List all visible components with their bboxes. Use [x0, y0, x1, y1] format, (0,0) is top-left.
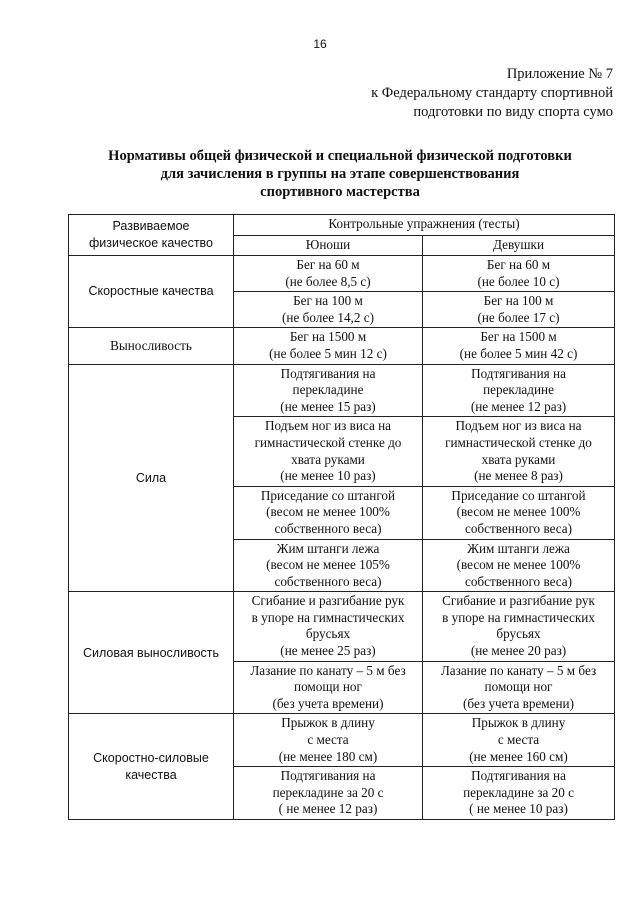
test-line: (без учета времени): [463, 695, 574, 711]
test-line: Бег на 1500 м: [289, 329, 367, 345]
test-line: Жим штанги лежа: [276, 540, 380, 556]
test-line: перекладине за 20 с: [463, 784, 574, 800]
test-line: собственного веса): [464, 573, 573, 589]
test-line: (не более 5 мин 42 с): [459, 345, 578, 361]
test-line: Подтягивания на: [280, 768, 376, 784]
quality-line: Сила: [135, 470, 167, 485]
test-line: (не менее 20 раз): [470, 643, 567, 659]
quality-line: качества: [125, 767, 177, 782]
test-line: (не более 14,2 с): [282, 309, 374, 325]
header-quality-line: физическое качество: [89, 236, 213, 250]
boys-test-cell: [234, 256, 423, 292]
boys-test-cell: [234, 292, 423, 328]
test-line: Лазание по канату – 5 м без: [250, 662, 406, 678]
test-line: ( не менее 10 раз): [469, 801, 568, 817]
test-line: собственного веса): [464, 520, 573, 536]
girls-test-cell: [423, 292, 615, 328]
girls-test-cell: [423, 661, 615, 714]
girls-test-cell: [423, 256, 615, 292]
quality-cell: [69, 714, 234, 820]
test-line: (не менее 15 раз): [280, 398, 376, 414]
quality-line: Скоростно-силовые: [93, 751, 209, 766]
test-line: Бег на 100 м: [293, 293, 363, 309]
test-line: Жим штанги лежа: [467, 540, 570, 556]
test-line: помощи ног: [294, 679, 362, 695]
girls-test-cell: [423, 417, 615, 486]
test-line: (не менее 10 раз): [280, 468, 376, 484]
test-line: Бег на 60 м: [296, 257, 360, 272]
test-line: (не менее 25 раз): [280, 643, 376, 659]
title-line: для зачисления в группы на этапе совершенствования: [160, 166, 520, 182]
quality-cell: [69, 364, 234, 592]
test-line: Бег на 100 м: [483, 293, 554, 309]
test-line: в упоре на гимнастических: [251, 609, 405, 625]
boys-test-cell: [234, 539, 423, 592]
test-line: гимнастической стенке до: [254, 434, 402, 450]
girls-test-cell: [423, 714, 615, 767]
test-line: (не менее 180 см): [278, 748, 378, 764]
test-line: в упоре на гимнастических: [442, 609, 595, 625]
boys-test-cell: [234, 486, 423, 539]
appendix-line: к Федеральному стандарту спортивной: [371, 85, 613, 101]
table-header-row: [69, 215, 615, 236]
test-line: Приседание со штангой: [260, 487, 396, 503]
test-line: Сгибание и разгибание рук: [251, 593, 405, 609]
test-line: брусьях: [305, 626, 351, 642]
test-line: брусьях: [496, 626, 541, 642]
test-line: Подтягивания на: [471, 768, 566, 784]
test-line: ( не менее 12 раз): [278, 801, 378, 817]
test-line: (не более 8,5 с): [285, 273, 371, 289]
quality-cell: [69, 592, 234, 714]
test-line: (весом не менее 100%: [266, 504, 390, 520]
test-line: (не менее 12 раз): [470, 398, 567, 414]
quality-cell: [69, 328, 234, 364]
quality-cell: [69, 256, 234, 328]
test-line: с места: [497, 732, 540, 748]
girls-test-cell: [423, 364, 615, 417]
test-line: Сгибание и разгибание рук: [442, 593, 595, 609]
test-line: Бег на 60 м: [486, 257, 551, 272]
test-line: Приседание со штангой: [451, 487, 586, 503]
test-line: (весом не менее 100%: [456, 557, 581, 573]
table-row: [69, 714, 615, 767]
document-title: [70, 147, 610, 201]
test-line: помощи ног: [484, 679, 553, 695]
test-line: Лазание по канату – 5 м без: [440, 662, 597, 678]
test-line: (весом не менее 100%: [456, 504, 581, 520]
boys-test-cell: [234, 592, 423, 661]
boys-test-cell: [234, 417, 423, 486]
girls-test-cell: [423, 767, 615, 820]
header-girls-cell: Девушки: [423, 235, 615, 256]
quality-line: Выносливость: [110, 337, 192, 353]
appendix-line: подготовки по виду спорта сумо: [413, 104, 613, 120]
test-line: (не менее 160 см): [469, 748, 568, 764]
header-quality-line: Развиваемое: [112, 219, 190, 234]
test-line: с места: [307, 732, 349, 748]
test-line: (не менее 8 раз): [474, 468, 563, 484]
test-line: перекладине за 20 с: [272, 784, 384, 800]
girls-test-cell: [423, 539, 615, 592]
test-line: Бег на 1500 м: [480, 329, 557, 345]
test-line: перекладине: [483, 382, 554, 398]
test-line: (весом не менее 105%: [266, 557, 390, 573]
appendix-header: [371, 65, 613, 122]
table-row: [69, 256, 615, 292]
table-row: [69, 364, 615, 417]
test-line: хвата руками: [291, 451, 365, 467]
boys-test-cell: [234, 714, 423, 767]
standards-table: [68, 214, 615, 820]
girls-test-cell: [423, 592, 615, 661]
girls-test-cell: [423, 486, 615, 539]
table-row: [69, 592, 615, 661]
test-line: хвата руками: [481, 451, 556, 467]
header-boys-cell: Юноши: [234, 235, 423, 256]
test-line: перекладине: [292, 382, 364, 398]
test-line: (не более 10 с): [477, 273, 560, 289]
boys-test-cell: [234, 767, 423, 820]
appendix-line: Приложение № 7: [506, 66, 613, 82]
test-line: (без учета времени): [272, 695, 384, 711]
header-quality-cell: [69, 215, 234, 256]
title-line: спортивного мастерства: [260, 184, 420, 200]
test-line: собственного веса): [274, 573, 382, 589]
test-line: гимнастической стенке до: [445, 434, 592, 450]
test-line: Подъем ног из виса на: [455, 418, 582, 434]
test-line: Подтягивания на: [471, 365, 566, 381]
boys-test-cell: [234, 328, 423, 364]
test-line: (не более 17 с): [477, 309, 560, 325]
test-line: Подъем ног из виса на: [264, 418, 392, 434]
girls-test-cell: [423, 328, 615, 364]
boys-test-cell: [234, 364, 423, 417]
test-line: Прыжок в длину: [471, 715, 566, 731]
title-line: Нормативы общей физической и специальной физической подготовки: [108, 148, 572, 164]
boys-test-cell: [234, 661, 423, 714]
test-line: Подтягивания на: [280, 365, 376, 381]
standards-table-body: [69, 215, 615, 820]
header-tests-cell: Контрольные упражнения (тесты): [234, 215, 615, 236]
test-line: Прыжок в длину: [281, 715, 375, 731]
test-line: (не более 5 мин 12 с): [269, 345, 387, 361]
quality-line: Скоростные качества: [88, 284, 214, 299]
table-row: [69, 328, 615, 364]
page-number: 16: [313, 37, 327, 51]
test-line: собственного веса): [274, 520, 382, 536]
quality-line: Силовая выносливость: [82, 645, 220, 660]
